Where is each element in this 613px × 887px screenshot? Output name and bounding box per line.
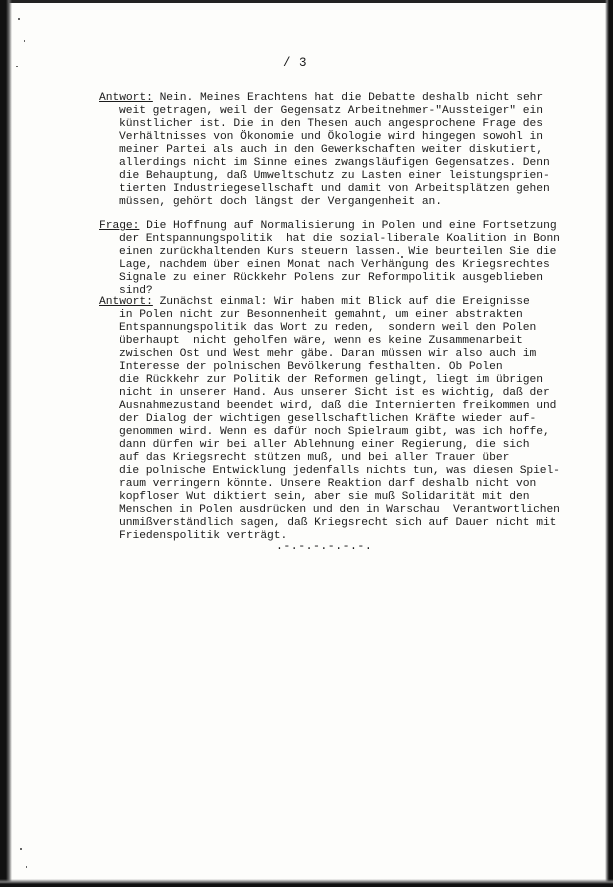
question-label: Frage:: [99, 220, 140, 232]
paragraph-line: einen zurückhaltenden Kurs steuern lassen. Wie beurteilen Sie die: [119, 246, 557, 258]
paragraph-line: Entspannungspolitik das Wort zu reden, sondern weil den Polen: [119, 322, 537, 334]
scan-speck: [26, 866, 27, 868]
line-text: Nein. Meines Erachtens hat die Debatte deshalb nicht sehr: [152, 92, 544, 104]
paragraph-line: dann dürfen wir bei aller Ablehnung einer Regierung, die sich: [119, 439, 530, 451]
scan-edge-left: [0, 0, 12, 887]
scan-speck: [20, 848, 22, 850]
paragraph-line: raum verringern könnte. Unsere Reaktion darf deshalb nicht von: [119, 478, 537, 490]
paragraph-line: nicht in unserer Hand. Aus unserer Sicht ist es wichtig, daß der: [119, 387, 550, 399]
paragraph-line: unmißverständlich sagen, daß Kriegsrecht sich auf Dauer nicht mit: [119, 517, 557, 529]
line-text: Die Hoffnung auf Normalisierung in Polen und eine Fortsetzung: [139, 220, 557, 232]
paragraph-line: auf das Kriegsrecht stützen muß, und bei aller Trauer über: [119, 452, 510, 464]
paragraph-line: müssen, gehört doch längst der Vergangenheit an.: [119, 196, 443, 208]
paragraph-line: [99, 92, 543, 105]
paragraph-line: sind?: [119, 285, 153, 297]
paragraph-line: der Entspannungspolitik hat die sozial-liberale Koalition in Bonn: [119, 233, 560, 245]
paragraph-line: allerdings nicht im Sinne eines zwangsläufigen Gegensatzes. Denn: [119, 157, 550, 169]
paragraph-line: [99, 220, 557, 233]
answer-label: Antwort:: [99, 92, 153, 104]
scan-speck: [16, 66, 18, 67]
paragraph-line: Lage, nachdem über einen Monat nach Verhängung des Kriegsrechtes: [119, 259, 550, 271]
paragraph-line: kopfloser Wut diktiert sein, aber sie muß Solidarität mit den: [119, 491, 530, 503]
paragraph-line: [99, 296, 530, 309]
paragraph-line: künstlicher ist. Die in den Thesen auch angesprochene Frage des: [119, 118, 543, 130]
paragraph-line: Verhältnisses von Ökonomie und Ökologie wird hingegen sowohl in: [119, 131, 543, 143]
scan-edge-right: [605, 0, 613, 887]
paragraph-line: meiner Partei als auch in den Gewerkschaften weiter diskutiert,: [119, 144, 543, 156]
paragraph-line: in Polen nicht zur Besonnenheit gemahnt, um einer abstrakten: [119, 309, 523, 321]
answer-label: Antwort:: [99, 296, 153, 308]
paragraph-line: Menschen in Polen ausdrücken und den in Warschau Verantwortlichen: [119, 504, 560, 516]
section-separator: .-.-.-.-.-.-.: [276, 540, 373, 553]
line-text: Zunächst einmal: Wir haben mit Blick auf die Ereignisse: [152, 296, 530, 308]
page-number: / 3: [283, 56, 308, 70]
paragraph-line: Ausnahmezustand beendet wird, daß die Internierten freikommen und: [119, 400, 557, 412]
paragraph-line: der Dialog der wichtigen gesellschaftlichen Kräfte wieder auf-: [119, 413, 537, 425]
paragraph-line: zwischen Ost und West mehr gäbe. Daran müssen wir also auch im: [119, 348, 537, 360]
paragraph-line: tierten Industriegesellschaft und damit von Arbeitsplätzen gehen: [119, 183, 550, 195]
paragraph-line: genommen wird. Wenn es dafür noch Spielraum gibt, was ich hoffe,: [119, 426, 550, 438]
scan-edge-top: [0, 0, 613, 3]
paragraph-line: die Rückkehr zur Politik der Reformen gelingt, liegt im übrigen: [119, 374, 543, 386]
paragraph-line: die Behauptung, daß Umweltschutz zu Lasten einer leistungsprien-: [119, 170, 550, 182]
paragraph-line: die polnische Entwicklung jedenfalls nichts tun, was diesen Spiel-: [119, 465, 560, 477]
scan-speck: [18, 18, 20, 20]
paragraph-line: weit getragen, weil der Gegensatz Arbeitnehmer-"Aussteiger" ein: [119, 105, 543, 117]
paragraph-line: Signale zu einer Rückkehr Polens zur Reformpolitik ausgeblieben: [119, 272, 543, 284]
scan-edge-bottom: [0, 879, 613, 887]
paragraph-line: überhaupt nicht geholfen wäre, wenn es keine Zusammenarbeit: [119, 335, 523, 347]
paragraph-line: Interesse der polnischen Bevölkerung festhalten. Ob Polen: [119, 361, 503, 373]
scan-speck: [24, 40, 25, 42]
paragraph-line: Friedenspolitik verträgt.: [119, 530, 288, 542]
